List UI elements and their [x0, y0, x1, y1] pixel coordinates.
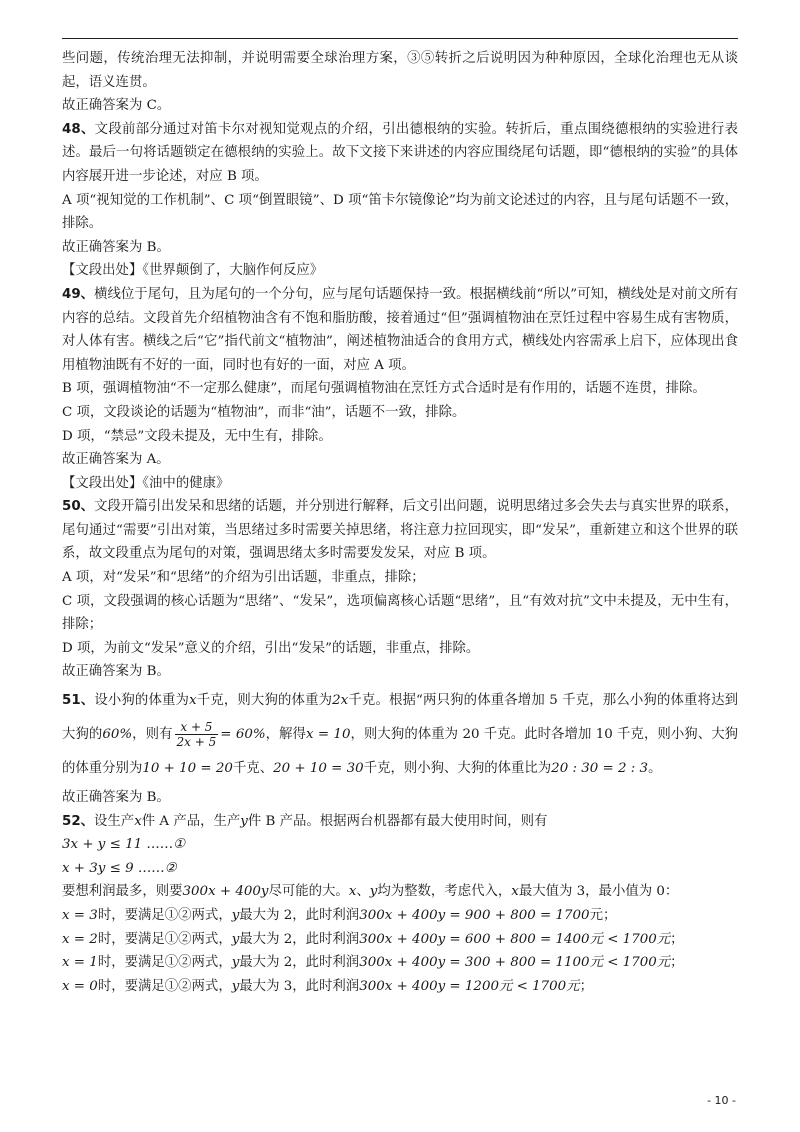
case-x-value: x = 3	[62, 908, 98, 923]
case-text-2: 最大为 3，此时利润	[239, 978, 360, 994]
q51-answer: 故正确答案为 B。	[62, 790, 170, 806]
q51-text-1: 设小狗的体重为	[94, 693, 190, 709]
q52-text-4: 要想利润最多，则要	[62, 884, 183, 900]
case-expression: 300x + 400y = 1200元 < 1700元	[359, 978, 580, 994]
q51-text-4: ，则有	[132, 727, 173, 743]
q51-fraction	[175, 720, 219, 749]
case-result: ；	[670, 931, 684, 947]
case-text: 时，要满足①②两式，	[97, 978, 232, 994]
case-result: 元；	[589, 908, 617, 923]
q52-inequality-1: 3x + y ≤ 11 ……①	[62, 837, 186, 853]
q52-objective	[62, 880, 738, 904]
q52-case-x0	[62, 975, 738, 999]
case-x-value: x = 0	[62, 978, 98, 994]
q52-case-x1	[62, 951, 738, 975]
q51-percent: 60%	[102, 727, 133, 743]
q51-expr-small: 10 + 10 = 20	[142, 761, 233, 777]
case-text: 时，要满足①②两式，	[97, 955, 232, 971]
q52-case-x3	[62, 904, 738, 928]
case-expression: 300x + 400y = 900 + 800 = 1700	[359, 908, 590, 923]
q48-option-review: A 项“视知觉的工作机制”、C 项“倒置眼镜”、D 项“笛卡尔镜像论”均为前文论述过的内容，且与尾句话题不一致，排除。	[62, 192, 738, 232]
q52-text-6: 、	[356, 884, 370, 900]
q52-var-x-3: x	[511, 884, 519, 900]
q49-option-d: D 项，“禁忌”文段未提及，无中生有，排除。	[62, 428, 332, 444]
q50-option-d: D 项，为前文“发呆”意义的介绍，引出“发呆”的话题，非重点，排除。	[62, 640, 480, 656]
q52-var-y: y	[240, 813, 248, 829]
case-y: y	[231, 908, 240, 923]
q51-text-2: 千克，则大狗的体重为	[196, 693, 333, 709]
q52-var-x: x	[134, 813, 142, 829]
q51-expr-large: 20 + 10 = 30	[273, 761, 364, 777]
q51-ratio: 20 : 30 = 2 : 3	[551, 761, 649, 777]
q48-source: 【文段出处】《世界颠倒了，大脑作何反应》	[62, 263, 324, 279]
q49-analysis	[62, 283, 738, 377]
q52-text-1: 设生产	[94, 813, 135, 829]
fraction-denominator: 2x + 5	[176, 735, 217, 750]
case-y: y	[231, 931, 240, 947]
q49-source: 【文段出处】《油中的健康》	[62, 475, 230, 491]
q51-text-5: ，解得	[265, 727, 307, 743]
q49-number: 49、	[62, 286, 95, 302]
case-text-2: 最大为 2，此时利润	[239, 955, 360, 971]
answer-explanations	[62, 47, 738, 998]
q52-text-8: 最大值为 3，最小值为 0：	[518, 884, 679, 900]
case-text: 时，要满足①②两式，	[97, 908, 232, 923]
case-expression: 300x + 400y = 600 + 800 = 1400元 < 1700元	[359, 931, 671, 947]
q51-analysis	[62, 684, 738, 786]
case-text-2: 最大为 2，此时利润	[239, 931, 360, 947]
q50-option-a: A 项，对“发呆”和“思绪”的介绍为引出话题，非重点，排除；	[62, 570, 425, 586]
q51-text-6: ，则大狗的体重为 20 千克。此时各增加 10 千克，则小狗、大狗的体重分别为	[62, 727, 739, 777]
header-rule	[62, 38, 738, 39]
q51-var-2x: 2x	[332, 693, 349, 709]
q50-analysis	[62, 495, 738, 566]
case-x-value: x = 1	[62, 955, 98, 971]
q52-number: 52、	[62, 813, 95, 829]
q52-profit-expr: 300x + 400y	[182, 884, 269, 900]
case-x-value: x = 2	[62, 931, 98, 947]
q50-answer: 故正确答案为 B。	[62, 664, 170, 680]
case-expression: 300x + 400y = 300 + 800 = 1100元 < 1700元	[359, 955, 671, 971]
q52-inequality-2: x + 3y ≤ 9 ……②	[62, 860, 177, 876]
q51-solution: x = 10	[306, 727, 351, 743]
q49-option-c: C 项，文段谈论的话题为“植物油”，而非“油”，话题不一致，排除。	[62, 404, 466, 420]
q48-number: 48、	[62, 121, 95, 137]
q49-option-b: B 项，强调植物油“不一定那么健康”，而尾句强调植物油在烹饪方式合适时是有作用的，话题不连贯，排除。	[62, 381, 706, 397]
q51-text-8: 千克，则小狗、大狗的体重比为	[363, 761, 552, 777]
q51-text-7: 千克、	[232, 761, 274, 777]
q52-text-2: 件 A 产品，生产	[141, 813, 241, 829]
q49-answer: 故正确答案为 A。	[62, 452, 170, 468]
q52-var-x-2: x	[348, 884, 357, 900]
q47-answer: 故正确答案为 C。	[62, 98, 171, 114]
q51-text-3: 千克。根据“两只狗的体重各增加 5 千克，那么小狗的体重将达到大狗的	[62, 693, 739, 743]
q52-text-5: 尽可能的大。	[268, 884, 349, 900]
q51-number: 51、	[62, 693, 95, 709]
case-result: ；	[579, 978, 593, 994]
page-number: - 10 -	[707, 1094, 736, 1107]
q48-analysis	[62, 118, 738, 189]
q52-var-y-2: y	[369, 884, 378, 900]
q48-text: 文段前部分通过对笛卡尔对视知觉观点的介绍，引出德根纳的实验。转折后，重点围绕德根纳的实验进行表述。最后一句将话题锁定在德根纳的实验上。故下文接下来讲述的内容应围绕尾句话题，即“德根纳的实验”的具体内容展开进一步论述，对应 B 项。	[62, 121, 738, 184]
case-y: y	[231, 978, 240, 994]
q52-case-x2	[62, 928, 738, 952]
q48-answer: 故正确答案为 B。	[62, 239, 170, 255]
q49-text: 横线位于尾句，且为尾句的一个分句，应与尾句话题保持一致。根据横线前“所以”可知，横线处是对前文所有内容的总结。文段首先介绍植物油含有不饱和脂肪酸，接着通过“但”强调植物油在烹饪过程中容易生成有害物质，对人体有害。横线之后“它”指代前文“植物油”，阐述植物油适合的食用方式，横线处内容需承上启下，应体现出食用植物油既有不好的一面，同时也有好的一面，对应 A 项。	[62, 286, 738, 373]
q51-var-x: x	[189, 693, 197, 709]
q51-equation: = 60%	[220, 727, 266, 743]
q50-text: 文段开篇引出发呆和思绪的话题，并分别进行解释，后文引出问题，说明思绪过多会失去与真实世界的联系，尾句通过“需要”引出对策，当思绪过多时需要关掉思绪，将注意力拉回现实，即“发呆”，重新建立和这个世界的联系，故文段重点为尾句的对策，强调思绪太多时需要发发呆，对应 B 项。	[62, 499, 738, 562]
case-result: ；	[670, 955, 684, 971]
q52-analysis	[62, 810, 738, 834]
fraction-numerator: x + 5	[175, 720, 219, 735]
q52-text-7: 均为整数，考虑代入，	[377, 884, 512, 900]
case-y: y	[231, 955, 240, 971]
q50-number: 50、	[62, 499, 95, 515]
case-text: 时，要满足①②两式，	[97, 931, 232, 947]
case-text-2: 最大为 2，此时利润	[239, 908, 360, 923]
q51-text-9: 。	[648, 761, 662, 777]
q50-option-c: C 项，文段强调的核心话题为“思绪”、“发呆”，选项偏离核心话题“思绪”，且“有效对抗”文中未提及，无中生有，排除；	[62, 593, 738, 633]
q47-continuation: 些问题，传统治理无法抑制，并说明需要全球治理方案，③⑤转折之后说明因为种种原因，全球化治理也无从谈起，语义连贯。	[62, 51, 738, 90]
q52-text-3: 件 B 产品。根据两台机器都有最大使用时间，则有	[247, 813, 548, 829]
